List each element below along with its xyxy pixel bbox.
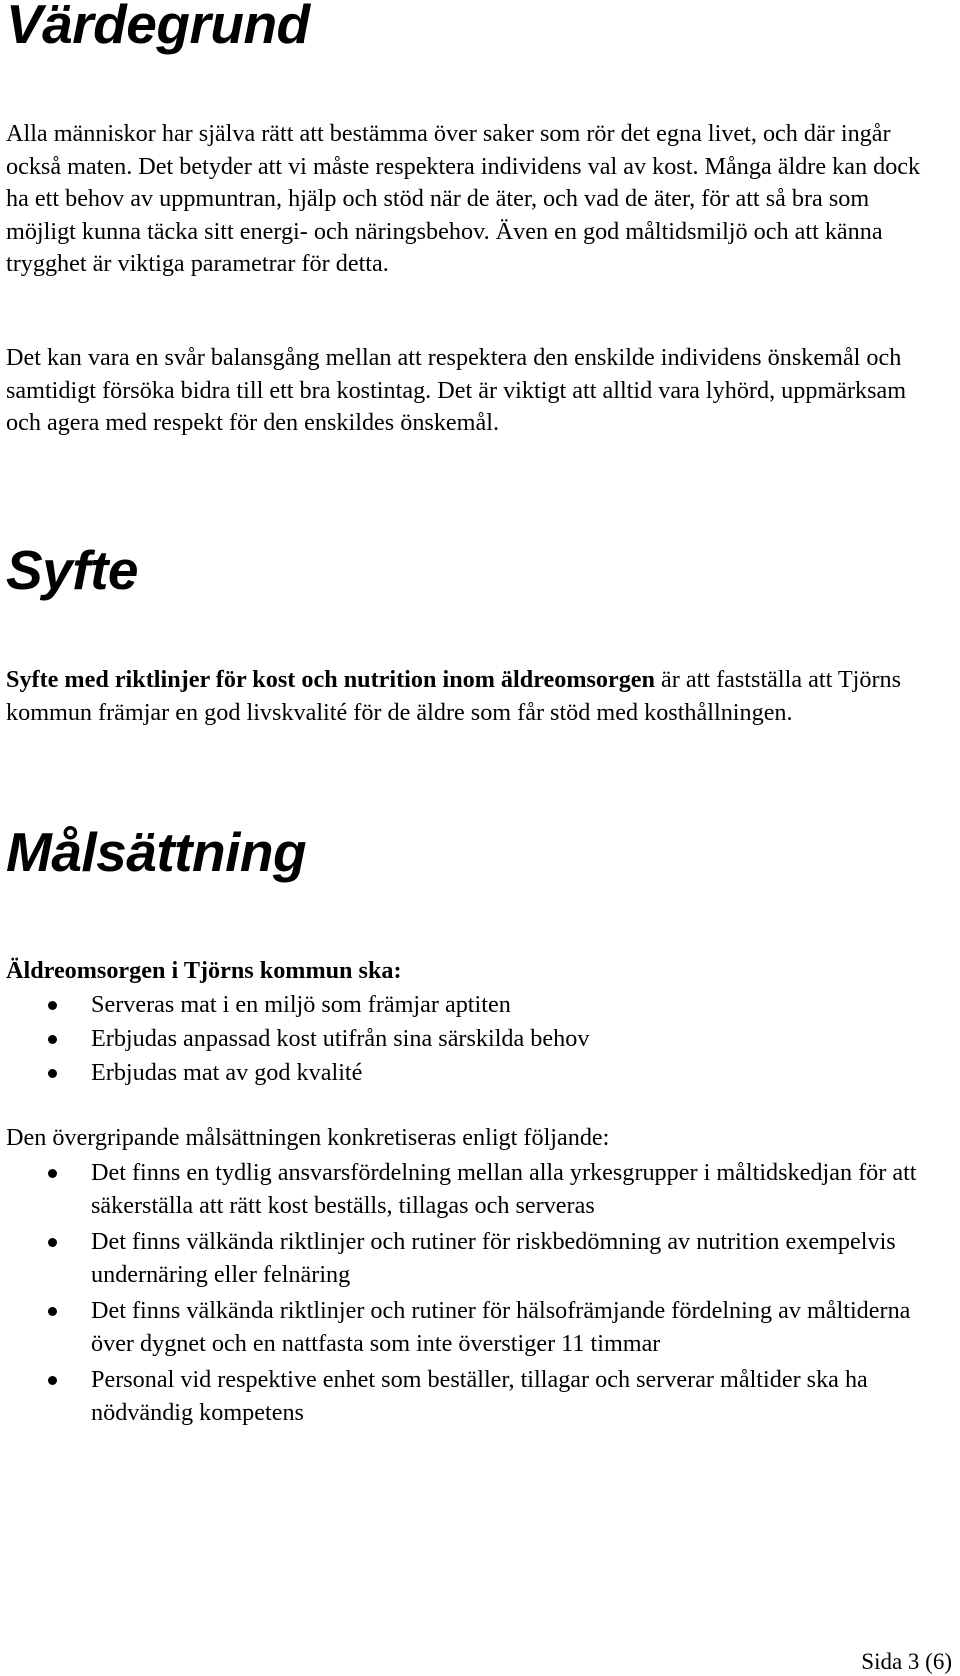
list-item-text: Serveras mat i en miljö som främjar aptiten — [91, 991, 511, 1018]
syfte-bold-lead: Syfte med riktlinjer för kost och nutrition inom äldreomsorgen — [6, 666, 655, 693]
list-item — [6, 1056, 936, 1090]
heading-syfte: Syfte — [6, 539, 138, 601]
bullet-icon — [48, 1238, 57, 1247]
bullet-icon — [48, 1307, 57, 1316]
list-item-text: Det finns en tydlig ansvarsfördelning mellan alla yrkesgrupper i måltidskedjan för att säkerställa att rätt kost beställs, tillagas och serveras — [91, 1159, 917, 1219]
list-item-text: Personal vid respektive enhet som beställer, tillagar och serverar måltider ska ha nödvändig kompetens — [91, 1366, 868, 1426]
list-item-text: Erbjudas mat av god kvalité — [91, 1059, 363, 1086]
bullet-icon — [48, 1035, 57, 1044]
malsattning-subheading: Äldreomsorgen i Tjörns kommun ska: — [6, 957, 402, 984]
malsattning-detail-list — [6, 1156, 936, 1429]
paragraph-vardegrund-2: Det kan vara en svår balansgång mellan att respektera den enskilde individens önskemål och samtidigt försöka bidra till ett bra kostintag. Det är viktigt att alltid vara lyhörd, uppmärksam och agera med respekt för den enskildes önskemål. — [6, 344, 907, 436]
list-item — [6, 988, 936, 1022]
syfte-text: är att fastställa att Tjörns kommun främjar en god livskvalité för de äldre som får stöd med kosthållningen. — [6, 666, 902, 726]
malsattning-bullet-list — [6, 988, 936, 1090]
heading-vardegrund: Värdegrund — [6, 0, 310, 55]
paragraph-vardegrund-1: Alla människor har själva rätt att bestämma över saker som rör det egna livet, och där ingår också maten. Det betyder att vi måste respektera individens val av kost. Många äldre kan dock ha ett behov av uppmuntran, hjälp och stöd när de äter, och vad de äter, för att så bra som möjligt kunna täcka sitt energi- och näringsbehov. Även en god måltidsmiljö och att känna trygghet är viktiga parametrar för detta. — [6, 120, 921, 277]
list-item — [6, 1022, 936, 1056]
heading-malsattning: Målsättning — [6, 821, 307, 883]
bullet-icon — [48, 1069, 57, 1078]
list-item — [6, 1225, 936, 1291]
paragraph-syfte — [6, 664, 936, 729]
malsattning-intro: Den övergripande målsättningen konkretiseras enligt följande: — [6, 1124, 610, 1151]
list-item-text: Det finns välkända riktlinjer och rutiner för riskbedömning av nutrition exempelvis undernäring eller felnäring — [91, 1228, 896, 1288]
list-item — [6, 1294, 936, 1360]
list-item-text: Det finns välkända riktlinjer och rutiner för hälsofrämjande fördelning av måltiderna över dygnet och en nattfasta som inte överstiger 11 timmar — [91, 1297, 911, 1357]
list-item-text: Erbjudas anpassad kost utifrån sina särskilda behov — [91, 1025, 590, 1052]
bullet-icon — [48, 1001, 57, 1010]
bullet-icon — [48, 1376, 57, 1385]
list-item — [6, 1156, 936, 1222]
list-item — [6, 1363, 936, 1429]
page-number: Sida 3 (6) — [861, 1649, 952, 1674]
bullet-icon — [48, 1169, 57, 1178]
